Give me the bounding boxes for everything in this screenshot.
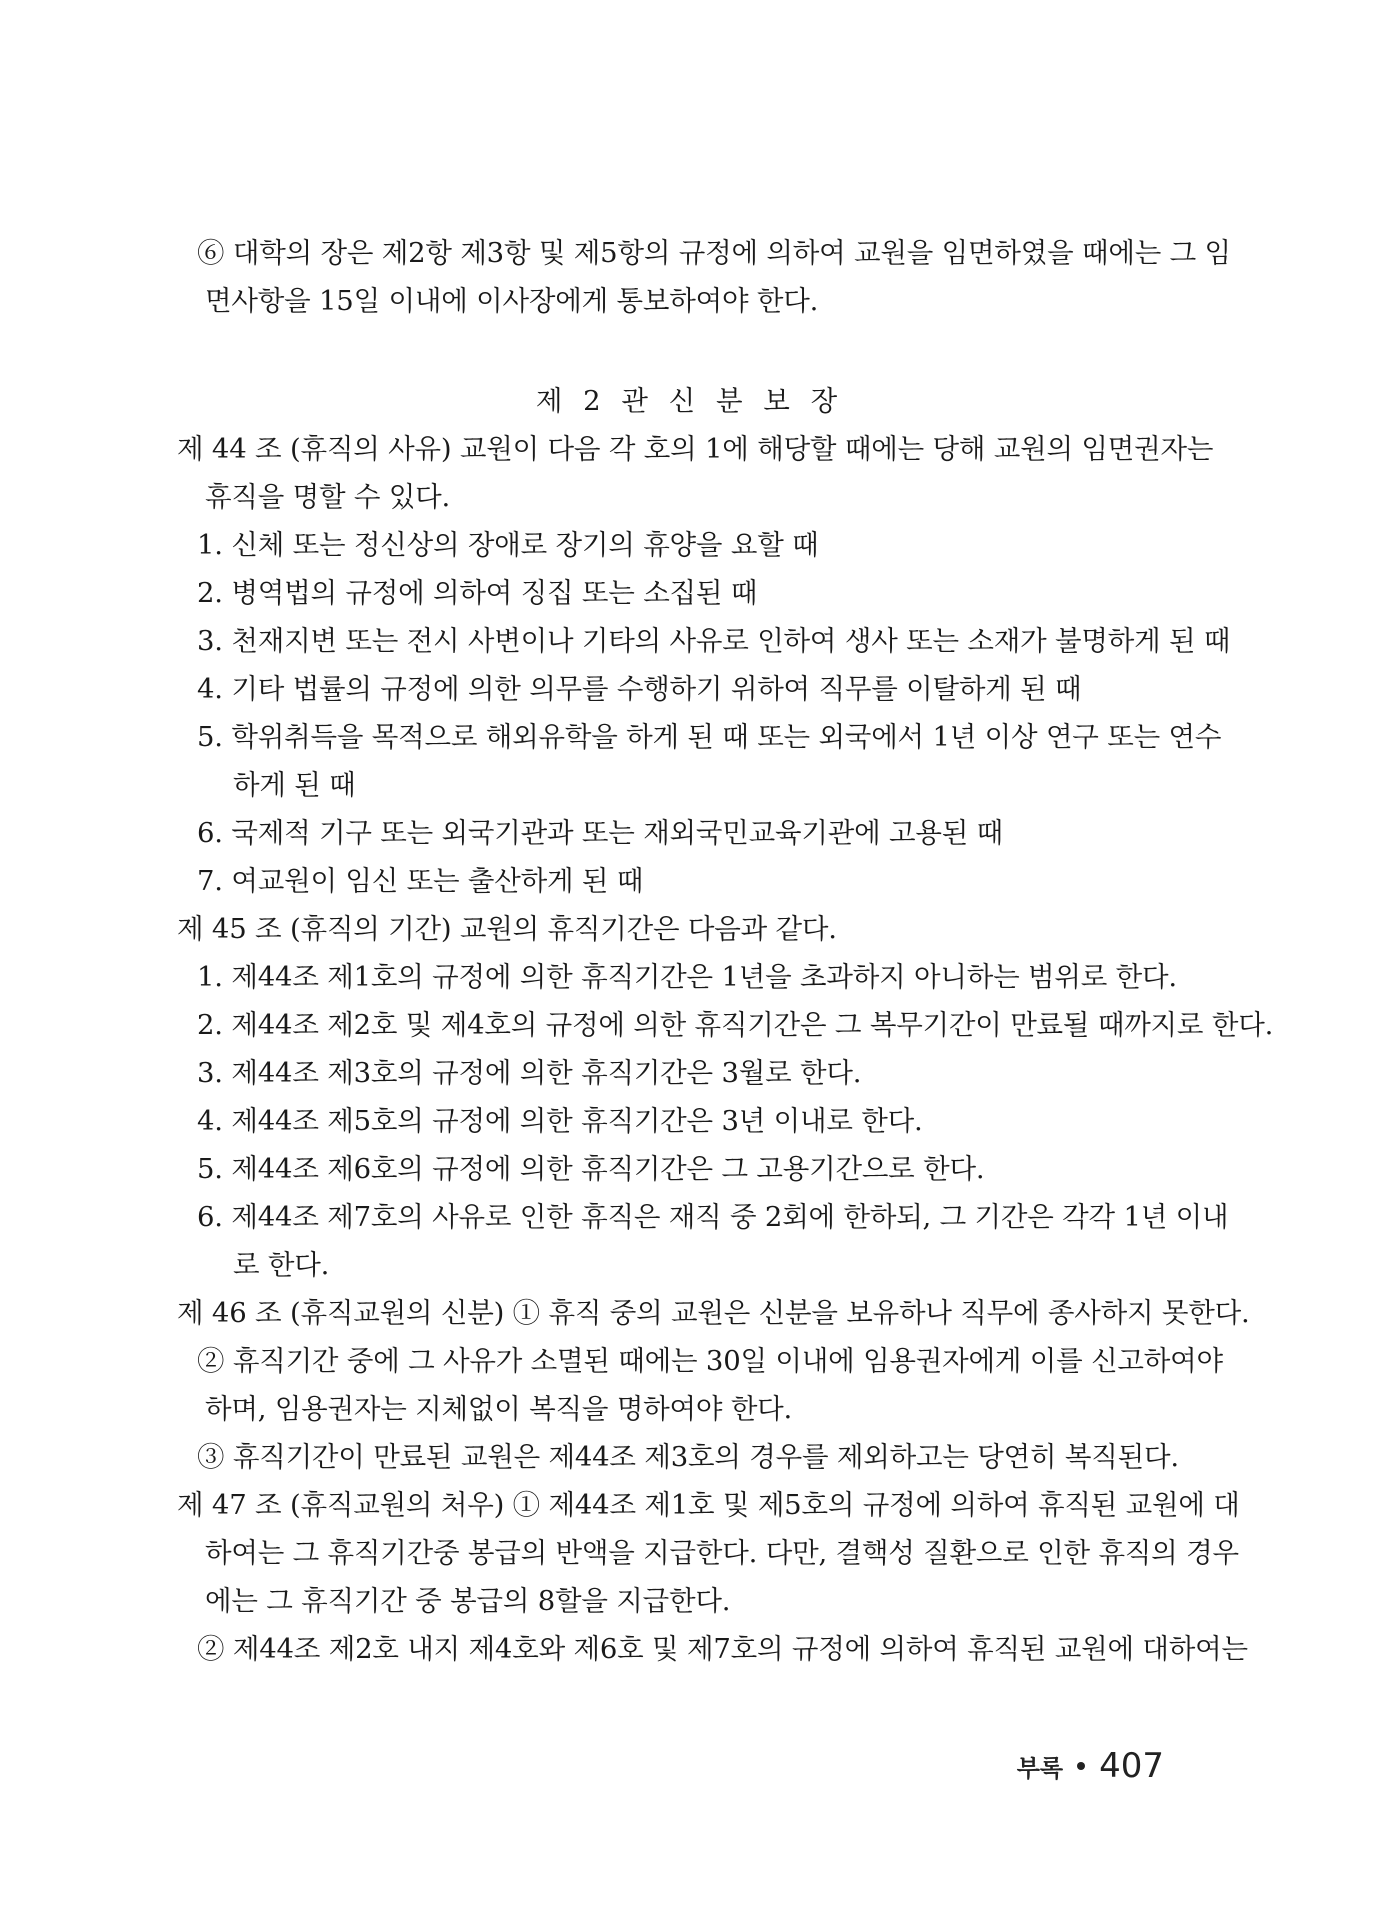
article-46-heading: 제 46 조 (휴직교원의 신분) ① 휴직 중의 교원은 신분을 보유하나 직무에 종사하지 못한다. (177, 1297, 1250, 1329)
article-47-para-2: ② 제44조 제2호 내지 제4호와 제6호 및 제7호의 규정에 의하여 휴직된 교원에 대하여는 (197, 1633, 1248, 1665)
article-46-para-2-cont: 하며, 임용권자는 지체없이 복직을 명하여야 한다. (205, 1393, 793, 1425)
article-45-item-1: 1. 제44조 제1호의 규정에 의한 휴직기간은 1년을 초과하지 아니하는 범위로 한다. (197, 961, 1177, 993)
article-45-item-3: 3. 제44조 제3호의 규정에 의한 휴직기간은 3월로 한다. (197, 1057, 862, 1089)
article-47-para-1-cont-2: 에는 그 휴직기간 중 봉급의 8할을 지급한다. (205, 1585, 731, 1617)
article-47-para-1-cont: 하여는 그 휴직기간중 봉급의 반액을 지급한다. 다만, 결핵성 질환으로 인한 휴직의 경우 (205, 1537, 1239, 1569)
article-45-item-4: 4. 제44조 제5호의 규정에 의한 휴직기간은 3년 이내로 한다. (197, 1105, 923, 1137)
article-44-item-2: 2. 병역법의 규정에 의하여 징집 또는 소집된 때 (197, 577, 758, 609)
article-47-heading: 제 47 조 (휴직교원의 처우) ① 제44조 제1호 및 제5호의 규정에 의하여 휴직된 교원에 대 (177, 1489, 1240, 1521)
article-45-item-5: 5. 제44조 제6호의 규정에 의한 휴직기간은 그 고용기간으로 한다. (197, 1153, 985, 1185)
article-45-item-2: 2. 제44조 제2호 및 제4호의 규정에 의한 휴직기간은 그 복무기간이 만료될 때까지로 한다. (197, 1009, 1274, 1041)
article-46-para-2: ② 휴직기간 중에 그 사유가 소멸된 때에는 30일 이내에 임용권자에게 이를 신고하여야 (197, 1345, 1223, 1377)
article-44-item-5-cont: 하게 된 때 (233, 769, 356, 801)
article-44-text: 휴직을 명할 수 있다. (205, 481, 451, 513)
paragraph-6-line-2: 면사항을 15일 이내에 이사장에게 통보하여야 한다. (205, 285, 819, 317)
article-44-item-3: 3. 천재지변 또는 전시 사변이나 기타의 사유로 인하여 생사 또는 소재가 불명하게 된 때 (197, 625, 1231, 657)
article-44-item-6: 6. 국제적 기구 또는 외국기관과 또는 재외국민교육기관에 고용된 때 (197, 817, 1004, 849)
paragraph-6-line-1: ⑥ 대학의 장은 제2항 제3항 및 제5항의 규정에 의하여 교원을 임면하였을 때에는 그 임 (197, 237, 1231, 269)
page-number: 407 (1099, 1746, 1164, 1786)
article-44-heading: 제 44 조 (휴직의 사유) 교원이 다음 각 호의 1에 해당할 때에는 당해 교원의 임면권자는 (177, 433, 1214, 465)
article-45-item-6: 6. 제44조 제7호의 사유로 인한 휴직은 재직 중 2회에 한하되, 그 기간은 각각 1년 이내 (197, 1201, 1229, 1233)
section-heading: 제 2 관 신 분 보 장 (535, 385, 844, 417)
article-46-para-3: ③ 휴직기간이 만료된 교원은 제44조 제3호의 경우를 제외하고는 당연히 복직된다. (197, 1441, 1179, 1473)
article-45-item-6-cont: 로 한다. (233, 1249, 330, 1281)
article-45-heading: 제 45 조 (휴직의 기간) 교원의 휴직기간은 다음과 같다. (177, 913, 837, 945)
article-44-item-4: 4. 기타 법률의 규정에 의한 의무를 수행하기 위하여 직무를 이탈하게 된 때 (197, 673, 1082, 705)
article-44-item-1: 1. 신체 또는 정신상의 장애로 장기의 휴양을 요할 때 (197, 529, 819, 561)
footer-label: 부록 (1016, 1754, 1064, 1783)
bullet-dot-icon (1077, 1762, 1085, 1770)
page-footer (1017, 1746, 1164, 1786)
article-44-item-7: 7. 여교원이 임신 또는 출산하게 된 때 (197, 865, 644, 897)
article-44-item-5: 5. 학위취득을 목적으로 해외유학을 하게 된 때 또는 외국에서 1년 이상 연구 또는 연수 (197, 721, 1222, 753)
